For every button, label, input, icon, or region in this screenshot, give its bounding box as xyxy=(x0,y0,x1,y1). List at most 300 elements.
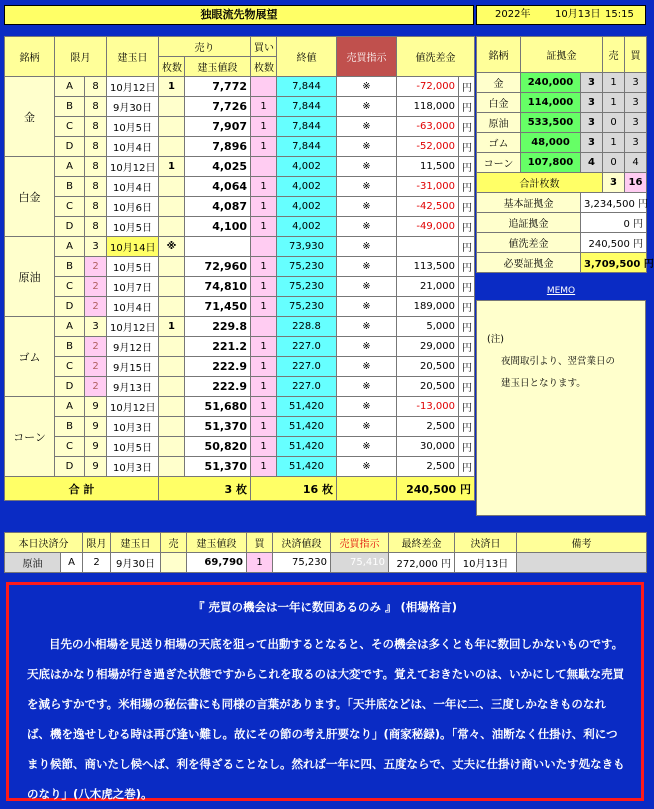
open-date: 10月12日 xyxy=(107,157,159,177)
signal: ※ xyxy=(337,217,397,237)
class-label: D xyxy=(55,457,85,477)
settled-final-diff: 272,000 円 xyxy=(389,553,455,573)
open-date: 10月12日 xyxy=(107,317,159,337)
settled-col-header: 限月 xyxy=(83,533,111,553)
proverb-box xyxy=(6,582,644,801)
class-label: A xyxy=(55,77,85,97)
close-price: 73,930 xyxy=(277,237,337,257)
margin-buy: 3 xyxy=(625,113,647,133)
margin-row xyxy=(477,113,647,133)
summary-row xyxy=(477,193,647,213)
col-header-name: 銘柄 xyxy=(5,37,55,77)
settled-col-header: 決済値段 xyxy=(273,533,331,553)
settled-col-header: 建玉値段 xyxy=(187,533,247,553)
summary-label: 基本証拠金 xyxy=(477,193,581,213)
page-title: 独眼流先物展望 xyxy=(4,5,474,25)
total-label: 合 計 xyxy=(5,477,159,501)
margin-buy: 4 xyxy=(625,153,647,173)
position-row xyxy=(5,417,475,437)
buy-count xyxy=(251,237,277,257)
yen-unit: 円 xyxy=(459,257,475,277)
close-price: 75,230 xyxy=(277,277,337,297)
summary-label: 必要証拠金 xyxy=(477,253,581,273)
diff-value: -52,000 xyxy=(397,137,459,157)
buy-count: 1 xyxy=(251,197,277,217)
margin-header-buy: 買 xyxy=(625,37,647,73)
position-row xyxy=(5,457,475,477)
month-cell: 2 xyxy=(85,337,107,357)
summary-row xyxy=(477,213,647,233)
margin-amount: 533,500 xyxy=(521,113,581,133)
margin-amount: 240,000 xyxy=(521,73,581,93)
buy-count xyxy=(251,157,277,177)
month-cell: 8 xyxy=(85,157,107,177)
settled-header-row xyxy=(5,533,647,553)
yen-unit: 円 xyxy=(459,237,475,257)
signal: ※ xyxy=(337,237,397,257)
margin-name: 原油 xyxy=(477,113,521,133)
buy-count: 1 xyxy=(251,357,277,377)
signal: ※ xyxy=(337,437,397,457)
diff-value: -31,000 xyxy=(397,177,459,197)
positions-table xyxy=(4,36,475,501)
col-header-buy: 買い xyxy=(251,37,277,57)
signal: ※ xyxy=(337,417,397,437)
buy-count: 1 xyxy=(251,297,277,317)
class-label: B xyxy=(55,417,85,437)
buy-count xyxy=(251,77,277,97)
open-price: 51,680 xyxy=(185,397,251,417)
yen-unit: 円 xyxy=(459,277,475,297)
margin-row xyxy=(477,133,647,153)
close-price: 4,002 xyxy=(277,157,337,177)
margin-buy: 3 xyxy=(625,133,647,153)
position-row xyxy=(5,357,475,377)
settled-table-wrap xyxy=(4,532,647,573)
open-date: 10月12日 xyxy=(107,397,159,417)
margin-table xyxy=(476,36,654,273)
signal: ※ xyxy=(337,377,397,397)
col-header-close: 終値 xyxy=(277,37,337,77)
margin-sell: 1 xyxy=(603,73,625,93)
commodity-name: ゴム xyxy=(5,317,55,397)
open-date: 9月30日 xyxy=(107,97,159,117)
margin-buy: 3 xyxy=(625,73,647,93)
buy-count: 1 xyxy=(251,337,277,357)
diff-value: 29,000 xyxy=(397,337,459,357)
buy-count: 1 xyxy=(251,137,277,157)
margin-name: 白金 xyxy=(477,93,521,113)
open-price: 4,100 xyxy=(185,217,251,237)
settled-col-header: 買 xyxy=(247,533,273,553)
month-cell: 9 xyxy=(85,437,107,457)
time-label: 15:15 xyxy=(605,9,634,20)
buy-count xyxy=(251,317,277,337)
class-label: D xyxy=(55,297,85,317)
proverb-body: 目先の小相場を見送り相場の天底を狙って出動するとなると、その機会は多くとも年に数回しかないものです。天底はかなり相場が行き過ぎた状態ですからこれを取るのは大変です。覚えておきたいのは、いかにして無駄な売買を減らすかです。米相場の秘伝書にも同様の言葉があります。「天井底などは、一年に二、三度しかなきものなれば、機を逸せしむる時は再び逢い難し。故にその節の考え肝要なり」(商家秘録)。「常々、油断なく仕掛け、利につまり候節、商いたし候へば、利を得ざることなし。然れば一年に四、五度ならで、丈夫に仕掛け商いいたす処なきものなり」(八木虎之巻)。 xyxy=(27,637,625,801)
open-date: 10月5日 xyxy=(107,217,159,237)
memo-box xyxy=(476,300,646,516)
memo-line-2: 建玉日となります。 xyxy=(501,378,586,389)
margin-total-buy: 16 xyxy=(625,173,647,193)
signal: ※ xyxy=(337,137,397,157)
open-date: 9月12日 xyxy=(107,337,159,357)
close-price: 227.0 xyxy=(277,377,337,397)
yen-unit: 円 xyxy=(459,217,475,237)
buy-count: 1 xyxy=(251,437,277,457)
sell-count xyxy=(159,97,185,117)
settled-note xyxy=(517,553,647,573)
yen-unit: 円 xyxy=(459,457,475,477)
settled-month: 2 xyxy=(83,553,111,573)
open-price: 4,025 xyxy=(185,157,251,177)
close-price: 75,230 xyxy=(277,257,337,277)
open-price: 4,064 xyxy=(185,177,251,197)
signal: ※ xyxy=(337,77,397,97)
month-cell: 9 xyxy=(85,417,107,437)
class-label: A xyxy=(55,397,85,417)
month-cell: 9 xyxy=(85,457,107,477)
yen-unit: 円 xyxy=(459,77,475,97)
diff-value: 30,000 xyxy=(397,437,459,457)
class-label: D xyxy=(55,217,85,237)
signal: ※ xyxy=(337,197,397,217)
close-price: 7,844 xyxy=(277,117,337,137)
signal: ※ xyxy=(337,457,397,477)
open-price: 7,772 xyxy=(185,77,251,97)
open-price: 51,370 xyxy=(185,457,251,477)
summary-value: 240,500 円 xyxy=(581,233,647,253)
col-header-price: 建玉値段 xyxy=(185,57,251,77)
diff-value: 21,000 xyxy=(397,277,459,297)
close-price: 7,844 xyxy=(277,77,337,97)
buy-count: 1 xyxy=(251,277,277,297)
diff-value: 113,500 xyxy=(397,257,459,277)
sell-count xyxy=(159,417,185,437)
open-price xyxy=(185,237,251,257)
month-cell: 8 xyxy=(85,117,107,137)
commodity-name: 白金 xyxy=(5,157,55,237)
margin-amount: 107,800 xyxy=(521,153,581,173)
open-date: 10月6日 xyxy=(107,197,159,217)
class-label: C xyxy=(55,117,85,137)
year-label: 2022年 xyxy=(495,9,531,20)
settled-table xyxy=(4,532,647,573)
margin-count: 3 xyxy=(581,93,603,113)
margin-sell: 0 xyxy=(603,153,625,173)
settled-settle-price: 75,230 xyxy=(273,553,331,573)
open-price: 4,087 xyxy=(185,197,251,217)
memo-note: (注) xyxy=(487,334,504,345)
class-label: C xyxy=(55,437,85,457)
margin-row xyxy=(477,93,647,113)
summary-row xyxy=(477,233,647,253)
class-label: D xyxy=(55,377,85,397)
class-label: B xyxy=(55,257,85,277)
memo-title[interactable]: MEMO xyxy=(546,286,576,296)
month-cell: 3 xyxy=(85,317,107,337)
proverb-title: 『 売買の機会は一年に数回あるのみ 』 (相場格言) xyxy=(192,600,458,614)
margin-sell: 1 xyxy=(603,93,625,113)
diff-value: -13,000 xyxy=(397,397,459,417)
summary-label: 追証拠金 xyxy=(477,213,581,233)
sell-count xyxy=(159,277,185,297)
settled-class: A xyxy=(61,553,83,573)
summary-value: 0 円 xyxy=(581,213,647,233)
class-label: A xyxy=(55,237,85,257)
yen-unit: 円 xyxy=(459,317,475,337)
margin-body xyxy=(477,73,647,173)
buy-count: 1 xyxy=(251,177,277,197)
diff-value: 11,500 xyxy=(397,157,459,177)
settled-col-header: 最終差金 xyxy=(389,533,455,553)
close-price: 4,002 xyxy=(277,177,337,197)
settled-signal: 75,410 xyxy=(331,553,389,573)
margin-amount: 114,000 xyxy=(521,93,581,113)
sell-count xyxy=(159,257,185,277)
position-row xyxy=(5,217,475,237)
open-price: 74,810 xyxy=(185,277,251,297)
diff-value: 5,000 xyxy=(397,317,459,337)
signal: ※ xyxy=(337,177,397,197)
diff-value: 20,500 xyxy=(397,377,459,397)
class-label: A xyxy=(55,317,85,337)
open-date: 10月12日 xyxy=(107,77,159,97)
open-date: 10月5日 xyxy=(107,437,159,457)
margin-name: ゴム xyxy=(477,133,521,153)
close-price: 227.0 xyxy=(277,357,337,377)
signal: ※ xyxy=(337,257,397,277)
position-row xyxy=(5,97,475,117)
open-date: 9月13日 xyxy=(107,377,159,397)
signal: ※ xyxy=(337,397,397,417)
col-header-buy-count: 枚数 xyxy=(251,57,277,77)
month-cell: 3 xyxy=(85,237,107,257)
settled-row xyxy=(5,553,647,573)
open-price: 51,370 xyxy=(185,417,251,437)
yen-unit: 円 xyxy=(459,377,475,397)
open-price: 7,726 xyxy=(185,97,251,117)
diff-value: -42,500 xyxy=(397,197,459,217)
buy-count: 1 xyxy=(251,417,277,437)
position-row xyxy=(5,337,475,357)
class-label: B xyxy=(55,97,85,117)
col-header-open-date: 建玉日 xyxy=(107,37,159,77)
col-header-month: 限月 xyxy=(55,37,107,77)
positions-table-wrap xyxy=(4,36,475,501)
position-row xyxy=(5,437,475,457)
margin-count: 3 xyxy=(581,113,603,133)
col-header-sell-count: 枚数 xyxy=(159,57,185,77)
diff-value: 118,000 xyxy=(397,97,459,117)
sell-count xyxy=(159,177,185,197)
position-row xyxy=(5,137,475,157)
close-price: 51,420 xyxy=(277,397,337,417)
margin-total-sell: 3 xyxy=(603,173,625,193)
sell-count xyxy=(159,397,185,417)
class-label: C xyxy=(55,277,85,297)
summary-label: 値洗差金 xyxy=(477,233,581,253)
month-cell: 8 xyxy=(85,217,107,237)
settled-open-date: 9月30日 xyxy=(111,553,161,573)
total-diff: 240,500 円 xyxy=(397,477,475,501)
yen-unit: 円 xyxy=(459,197,475,217)
position-row xyxy=(5,157,475,177)
col-header-signal: 売買指示 xyxy=(337,37,397,77)
position-row xyxy=(5,377,475,397)
yen-unit: 円 xyxy=(459,297,475,317)
margin-name: コーン xyxy=(477,153,521,173)
diff-value: 2,500 xyxy=(397,417,459,437)
buy-count: 1 xyxy=(251,457,277,477)
open-date: 10月7日 xyxy=(107,277,159,297)
margin-total-label: 合計枚数 xyxy=(477,173,603,193)
settled-col-header: 本日決済分 xyxy=(5,533,83,553)
month-cell: 2 xyxy=(85,357,107,377)
open-date: 10月5日 xyxy=(107,117,159,137)
margin-amount: 48,000 xyxy=(521,133,581,153)
yen-unit: 円 xyxy=(459,97,475,117)
close-price: 51,420 xyxy=(277,457,337,477)
sell-count xyxy=(159,377,185,397)
sell-count: 1 xyxy=(159,317,185,337)
sell-count xyxy=(159,137,185,157)
yen-unit: 円 xyxy=(459,397,475,417)
open-price: 7,907 xyxy=(185,117,251,137)
buy-count: 1 xyxy=(251,217,277,237)
sell-count xyxy=(159,217,185,237)
yen-unit: 円 xyxy=(459,137,475,157)
summary-value: 3,234,500 円 xyxy=(581,193,647,213)
settled-name: 原油 xyxy=(5,553,61,573)
settled-col-header: 決済日 xyxy=(455,533,517,553)
position-row xyxy=(5,197,475,217)
yen-unit: 円 xyxy=(459,437,475,457)
signal: ※ xyxy=(337,157,397,177)
month-cell: 2 xyxy=(85,257,107,277)
open-price: 50,820 xyxy=(185,437,251,457)
close-price: 227.0 xyxy=(277,337,337,357)
diff-value: -63,000 xyxy=(397,117,459,137)
position-row xyxy=(5,297,475,317)
close-price: 75,230 xyxy=(277,297,337,317)
open-date: 10月4日 xyxy=(107,177,159,197)
open-date: 10月3日 xyxy=(107,457,159,477)
class-label: C xyxy=(55,357,85,377)
positions-body xyxy=(5,77,475,477)
open-price: 222.9 xyxy=(185,377,251,397)
sell-count xyxy=(159,457,185,477)
datetime-display xyxy=(476,5,646,25)
margin-header-name: 銘柄 xyxy=(477,37,521,73)
sell-count xyxy=(159,117,185,137)
open-date: 10月4日 xyxy=(107,297,159,317)
col-header-diff: 値洗差金 xyxy=(397,37,475,77)
signal: ※ xyxy=(337,337,397,357)
sell-count: 1 xyxy=(159,157,185,177)
settled-col-header: 売買指示 xyxy=(331,533,389,553)
margin-count: 3 xyxy=(581,73,603,93)
open-price: 72,960 xyxy=(185,257,251,277)
month-cell: 8 xyxy=(85,97,107,117)
buy-count: 1 xyxy=(251,377,277,397)
signal: ※ xyxy=(337,97,397,117)
commodity-name: 金 xyxy=(5,77,55,157)
class-label: B xyxy=(55,177,85,197)
margin-sell: 0 xyxy=(603,113,625,133)
settled-date: 10月13日 xyxy=(455,553,517,573)
margin-row xyxy=(477,153,647,173)
class-label: C xyxy=(55,197,85,217)
margin-name: 金 xyxy=(477,73,521,93)
position-row xyxy=(5,237,475,257)
margin-buy: 3 xyxy=(625,93,647,113)
settled-price: 69,790 xyxy=(187,553,247,573)
position-row xyxy=(5,257,475,277)
yen-unit: 円 xyxy=(459,157,475,177)
settled-buy: 1 xyxy=(247,553,273,573)
summary-row xyxy=(477,253,647,273)
sell-count xyxy=(159,357,185,377)
signal: ※ xyxy=(337,317,397,337)
open-date: 10月4日 xyxy=(107,137,159,157)
open-price: 222.9 xyxy=(185,357,251,377)
close-price: 228.8 xyxy=(277,317,337,337)
yen-unit: 円 xyxy=(459,177,475,197)
commodity-name: 原油 xyxy=(5,237,55,317)
buy-count: 1 xyxy=(251,97,277,117)
total-sell-count: 3 枚 xyxy=(159,477,251,501)
signal: ※ xyxy=(337,357,397,377)
signal: ※ xyxy=(337,277,397,297)
memo-line-1: 夜間取引より、翌営業日の xyxy=(501,356,616,367)
buy-count: 1 xyxy=(251,257,277,277)
margin-table-wrap xyxy=(476,36,654,273)
month-cell: 2 xyxy=(85,277,107,297)
settled-col-header: 建玉日 xyxy=(111,533,161,553)
open-date: 9月15日 xyxy=(107,357,159,377)
close-price: 51,420 xyxy=(277,437,337,457)
settled-col-header: 売 xyxy=(161,533,187,553)
position-row xyxy=(5,117,475,137)
close-price: 4,002 xyxy=(277,217,337,237)
close-price: 51,420 xyxy=(277,417,337,437)
margin-count: 4 xyxy=(581,153,603,173)
open-price: 221.2 xyxy=(185,337,251,357)
diff-value: -72,000 xyxy=(397,77,459,97)
settled-col-header: 備考 xyxy=(517,533,647,553)
open-date: 10月14日 xyxy=(107,237,159,257)
summary-body xyxy=(477,193,654,273)
open-date: 10月3日 xyxy=(107,417,159,437)
total-spacer xyxy=(337,477,397,501)
position-row xyxy=(5,317,475,337)
yen-unit: 円 xyxy=(459,117,475,137)
close-price: 7,844 xyxy=(277,137,337,157)
month-cell: 9 xyxy=(85,397,107,417)
sell-count xyxy=(159,337,185,357)
sell-count: 1 xyxy=(159,77,185,97)
sell-count xyxy=(159,297,185,317)
class-label: B xyxy=(55,337,85,357)
margin-row xyxy=(477,73,647,93)
class-label: D xyxy=(55,137,85,157)
date-label: 10月13日 xyxy=(555,9,601,20)
margin-header-sell: 売 xyxy=(603,37,625,73)
diff-value: 20,500 xyxy=(397,357,459,377)
sell-count xyxy=(159,437,185,457)
month-cell: 2 xyxy=(85,377,107,397)
